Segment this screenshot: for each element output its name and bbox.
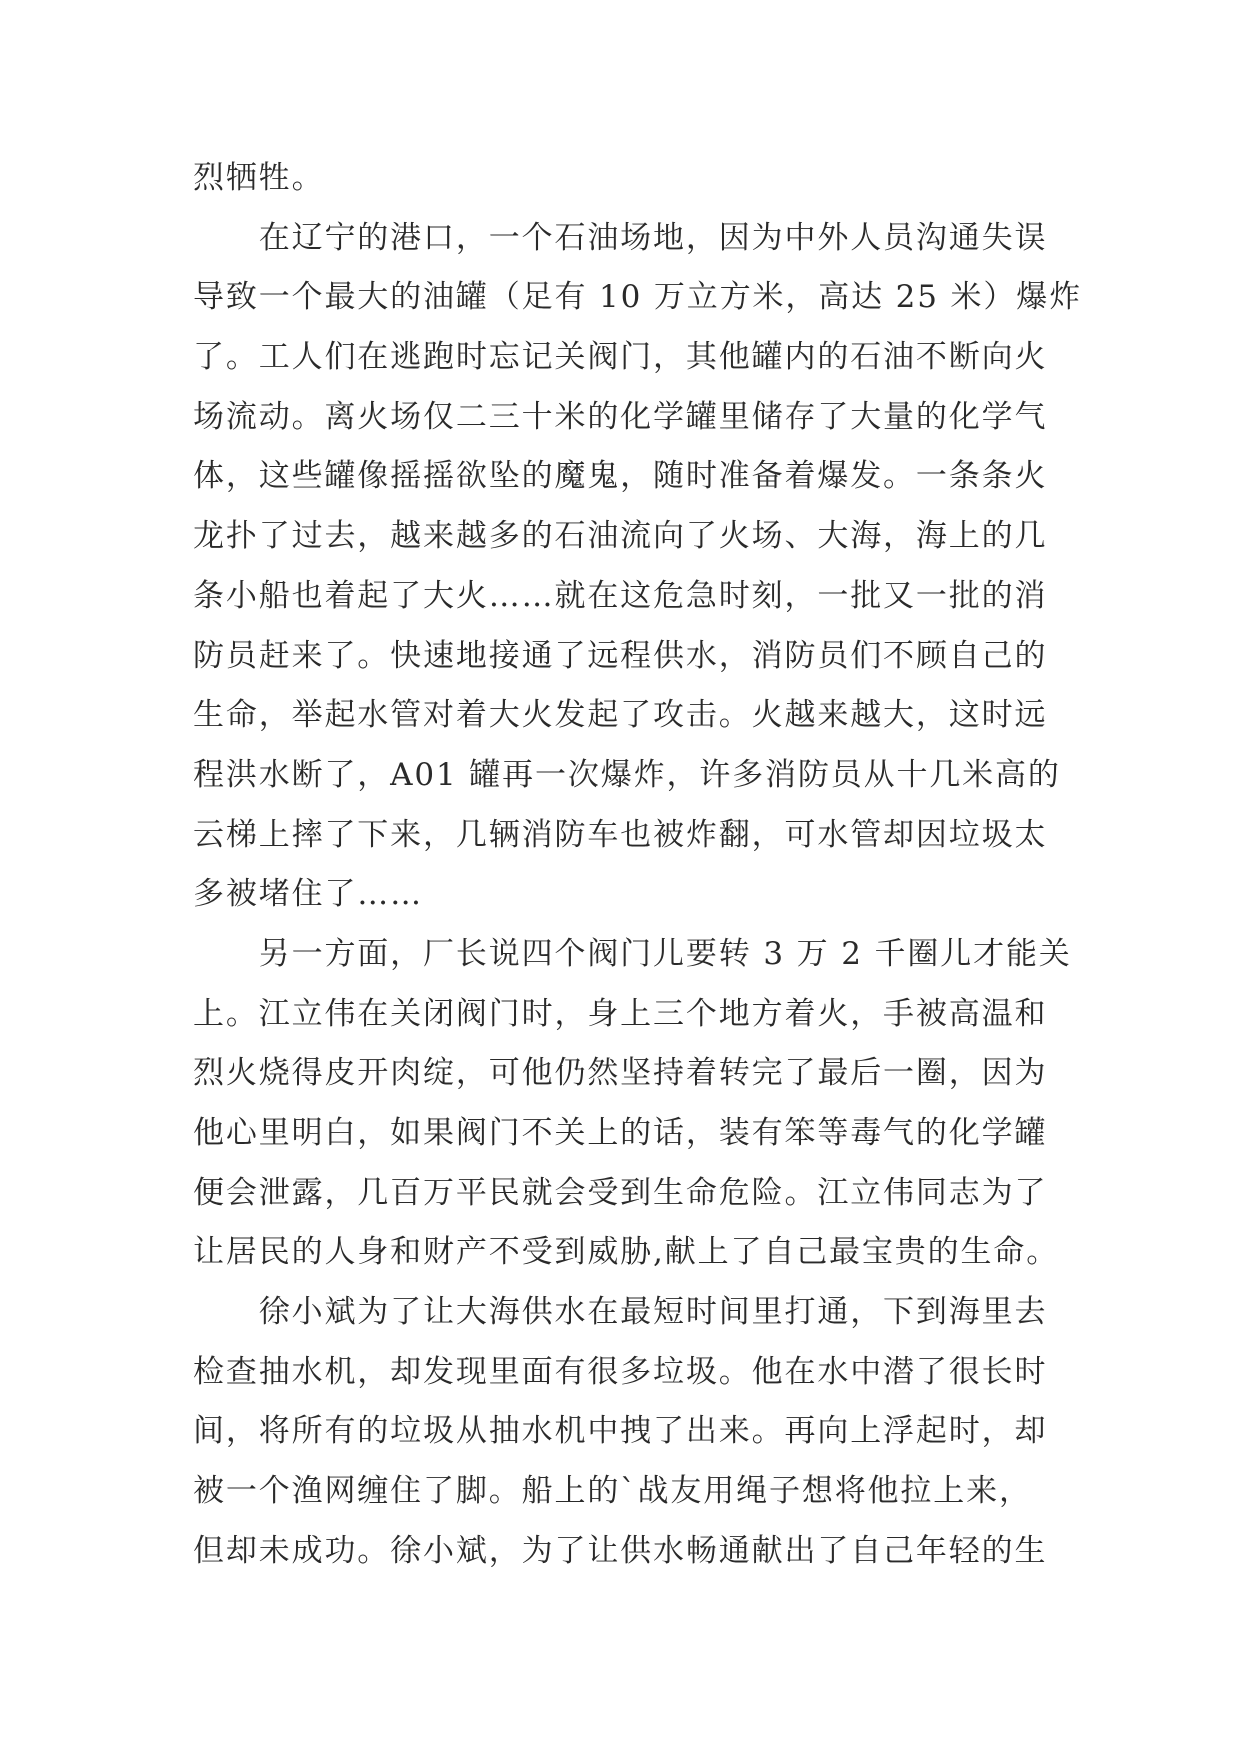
text-line: 体，这些罐像摇摇欲坠的魔鬼，随时准备着爆发。一条条火 [193, 458, 1048, 495]
text-line: 检查抽水机，却发现里面有很多垃圾。他在水中潜了很长时 [193, 1353, 1048, 1390]
text-line: 上。江立伟在关闭阀门时，身上三个地方着火，手被高温和 [193, 995, 1048, 1032]
text-line: 被一个渔网缠住了脚。船上的`战友用绳子想将他拉上来， [193, 1473, 1032, 1510]
text-line: 徐小斌为了让大海供水在最短时间里打通，下到海里去 [193, 1294, 1048, 1331]
text-line: 他心里明白，如果阀门不关上的话，装有笨等毒气的化学罐 [193, 1115, 1048, 1151]
text-line: 但却未成功。徐小斌，为了让供水畅通献出了自己年轻的生 [193, 1532, 1048, 1569]
text-line: 烈火烧得皮开肉绽，可他仍然坚持着转完了最后一圈，因为 [193, 1055, 1048, 1092]
text-line: 间，将所有的垃圾从抽水机中拽了出来。再向上浮起时，却 [193, 1413, 1048, 1450]
text-line: 另一方面，厂长说四个阀门儿要转 3 万 2 千圈儿才能关 [193, 935, 1072, 972]
text-line: 让居民的人身和财产不受到威胁,献上了自己最宝贵的生命。 [193, 1234, 1060, 1271]
text-line: 导致一个最大的油罐（足有 10 万立方米，高达 25 米）爆炸 [193, 279, 1082, 316]
text-line: 在辽宁的港口，一个石油场地，因为中外人员沟通失误 [193, 219, 1048, 256]
text-line: 云梯上摔了下来，几辆消防车也被炸翻，可水管却因垃圾太 [193, 816, 1048, 853]
text-line: 条小船也着起了大火……就在这危急时刻，一批又一批的消 [193, 577, 1048, 614]
text-line: 了。工人们在逃跑时忘记关阀门，其他罐内的石油不断向火 [193, 339, 1048, 376]
text-line: 多被堵住了…… [193, 876, 424, 913]
text-line: 生命，举起水管对着大火发起了攻击。火越来越大，这时远 [193, 697, 1048, 734]
text-line: 龙扑了过去，越来越多的石油流向了火场、大海，海上的几 [193, 518, 1048, 555]
text-line: 防员赶来了。快速地接通了远程供水，消防员们不顾自己的 [193, 637, 1048, 674]
text-line: 烈牺牲。 [193, 160, 325, 196]
text-line: 场流动。离火场仅二三十米的化学罐里储存了大量的化学气 [193, 398, 1048, 435]
body-text [193, 158, 1082, 1591]
text-line: 便会泄露，几百万平民就会受到生命危险。江立伟同志为了 [193, 1174, 1048, 1211]
text-line: 程洪水断了，A01 罐再一次爆炸，许多消防员从十几米高的 [193, 756, 1061, 793]
